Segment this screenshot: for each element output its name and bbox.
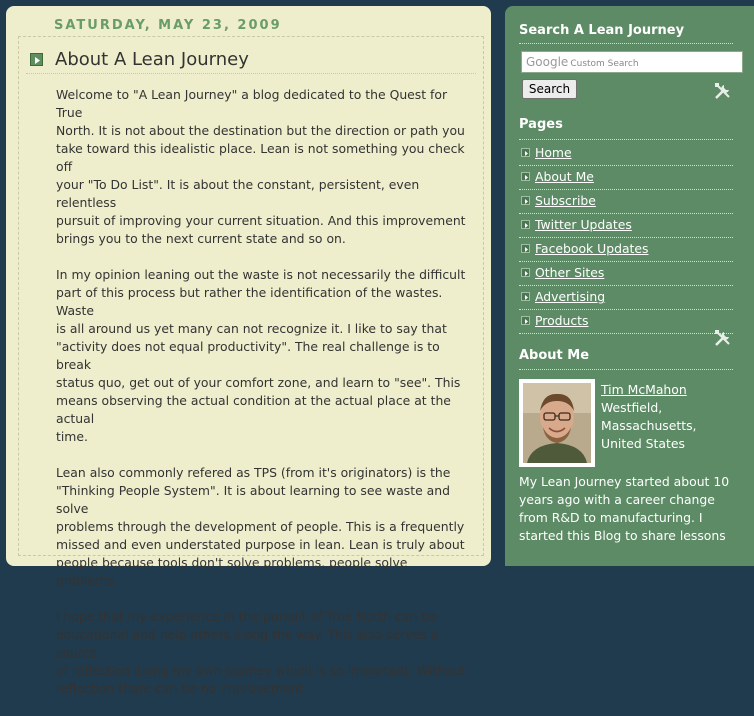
page-link-label[interactable]: Products — [535, 313, 589, 328]
profile-location: United States — [601, 436, 685, 451]
page-link-subscribe[interactable] — [519, 190, 733, 214]
arrow-right-icon — [521, 292, 530, 301]
arrow-right-icon — [521, 148, 530, 157]
page-link-advertising[interactable] — [519, 286, 733, 310]
search-input[interactable] — [521, 51, 743, 73]
page-link-label[interactable]: Facebook Updates — [535, 241, 649, 256]
google-logo: Google — [526, 55, 569, 69]
page-link-about-me[interactable] — [519, 166, 733, 190]
post-title[interactable]: About A Lean Journey — [55, 49, 249, 70]
post-body — [56, 86, 471, 716]
page-link-label[interactable]: Other Sites — [535, 265, 605, 280]
arrow-right-icon — [521, 268, 530, 277]
post-paragraph: I hope that my experience in the pursuit of True North can be educational and help others along the way. This also serves a source of reflection along my own journey which is so important. Without reflection there can be no improvement. — [56, 609, 466, 696]
page-link-twitter-updates[interactable] — [519, 214, 733, 238]
divider — [519, 139, 733, 140]
search-placeholder: Custom Search — [570, 59, 639, 69]
pages-widget-title: Pages — [519, 117, 563, 132]
arrow-right-icon — [521, 172, 530, 181]
divider — [519, 369, 733, 370]
post-date: SATURDAY, MAY 23, 2009 — [54, 18, 282, 33]
page-link-label[interactable]: About Me — [535, 169, 594, 184]
page-link-label[interactable]: Advertising — [535, 289, 606, 304]
arrow-right-icon — [521, 196, 530, 205]
sidebar — [505, 6, 754, 566]
post-title-row — [26, 46, 476, 74]
arrow-right-icon — [521, 244, 530, 253]
arrow-right-icon — [30, 53, 43, 66]
about-widget-title: About Me — [519, 348, 590, 363]
page-link-products[interactable] — [519, 310, 733, 334]
arrow-right-icon — [521, 220, 530, 229]
page-link-label[interactable]: Twitter Updates — [535, 217, 632, 232]
page-link-facebook-updates[interactable] — [519, 238, 733, 262]
page-link-label[interactable]: Home — [535, 145, 572, 160]
search-widget-title: Search A Lean Journey — [519, 23, 685, 38]
post-paragraph: In my opinion leaning out the waste is not necessarily the difficult part of this process but rather the identification of the wastes. Waste is all around us yet many can not recognize it. I like to say that "activity does not equal productivity". The real challenge is to break status quo, get out of your comfort zone, and learn to "see". This means observing the actual condition at the actual place at the actual time. — [56, 267, 466, 444]
profile-location: Massachusetts, — [601, 418, 697, 433]
profile-name-link[interactable]: Tim McMahon — [601, 382, 687, 397]
post-paragraph: Lean also commonly refered as TPS (from it's originators) is the "Thinking People System". It is about learning to see waste and solve problems through the development of people. This is a frequently missed and even understated purpose in lean. Lean is truly about people because tools don't solve problems, people solve problems. — [56, 465, 465, 588]
search-button[interactable]: Search — [522, 79, 577, 99]
page-link-home[interactable] — [519, 142, 733, 166]
page-link-label[interactable]: Subscribe — [535, 193, 596, 208]
page-link-other-sites[interactable] — [519, 262, 733, 286]
about-bio: My Lean Journey started about 10 years ago with a career change from R&D to manufacturing. I started this Blog to share lessons — [519, 474, 730, 543]
arrow-right-icon — [521, 316, 530, 325]
avatar-photo — [523, 383, 591, 463]
tools-icon[interactable] — [713, 81, 733, 101]
avatar[interactable] — [519, 379, 595, 467]
main-column — [6, 6, 491, 696]
post-paragraph: Welcome to "A Lean Journey" a blog dedicated to the Quest for True North. It is not about the destination but the direction or path you take toward this idealistic place. Lean is not something you check off your "To Do List". It is about the constant, persistent, even relentless pursuit of improving your current situation. And this improvement brings you to the next current state and so on. — [56, 87, 466, 246]
tools-icon[interactable] — [713, 328, 733, 348]
profile-location: Westfield, — [601, 400, 663, 415]
divider — [519, 43, 733, 44]
